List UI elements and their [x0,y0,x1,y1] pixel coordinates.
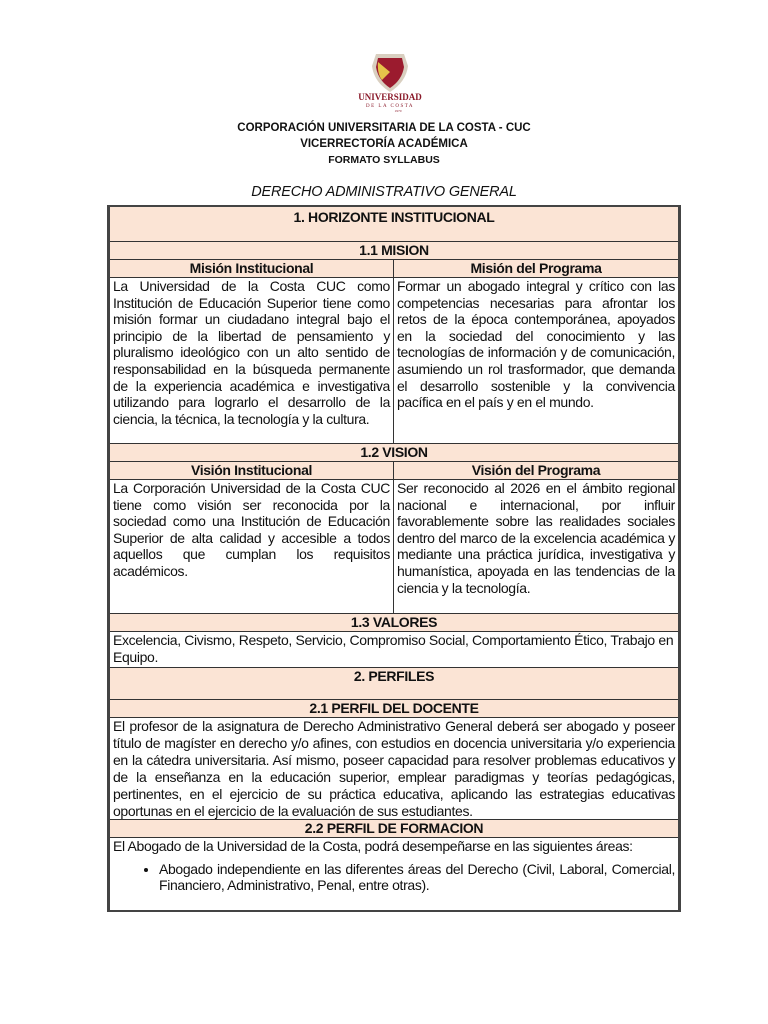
formacion-section [110,838,678,910]
valores-title: 1.3 VALORES [110,614,678,632]
vision-title: 1.2 VISION [110,444,678,462]
course-title: DERECHO ADMINISTRATIVO GENERAL [251,184,517,200]
vision-institucional-text: La Corporación Universidad de la Costa CUC tiene como visión ser reconocida por la sociedad como una Institución de Educación Superior de alta calidad y accesible a todos aquellos que cumplan los requisitos académicos. [110,480,394,613]
mision-programa-text: Formar un abogado integral y crítico con las competencias necesarias para afrontar los retos de la época contemporánea, apoyados en la sociedad del conocimiento y las tecnologías de información y de comunicación, asumiendo un rol trasformador, que demanda el desarrollo sostenible y la convivencia pacífica en el país y en el mundo. [397,278,675,411]
vision-texts [110,480,678,614]
institution-name: CORPORACIÓN UNIVERSITARIA DE LA COSTA - CUC [237,122,531,134]
mision-programa-header: Misión del Programa [470,260,602,276]
mision-texts [110,278,678,444]
vision-headers [110,462,678,480]
mision-institucional-text: La Universidad de la Costa CUC como Institución de Educación Superior tiene como misión formar un ciudadano integral bajo el principio de la libertad de pensamiento y pluralismo ideológico con un alto sentido de responsabilidad en la búsqueda permanente de la experiencia académica e investigativa utilizando para lograrlo el desarrollo de la ciencia, la técnica, la tecnología y la cultura. [110,278,394,443]
syllabus-table [107,205,681,912]
formacion-intro: El Abogado de la Universidad de la Costa, podrá desempeñarse en las siguientes áreas: [113,838,633,854]
mision-headers [110,260,678,278]
valores-text: Excelencia, Civismo, Respeto, Servicio, Compromiso Social, Comportamiento Ético, Trabajo en Equipo. [110,632,678,668]
svg-text:1970: 1970 [394,109,402,112]
formacion-list [113,861,675,894]
formacion-title: 2.2 PERFIL DE FORMACION [110,820,678,838]
university-logo [352,52,428,112]
vision-programa-header: Visión del Programa [471,462,601,478]
svg-text:DE LA COSTA: DE LA COSTA [365,104,415,109]
vicerrectoria: VICERRECTORÍA ACADÉMICA [300,138,468,150]
docente-text: El profesor de la asignatura de Derecho Administrativo General deberá ser abogado y poseer título de magíster en derecho y/o afines, con estudios en docencia universitaria y/o experiencia en la cátedra universitaria. Así mismo, poseer capacidad para resolver problemas educativos y de la enseñanza en la educación superior, emplear paradigmas y teorías pedagógicas, pertinentes, en el ejercicio de su práctica educativa, aplicando las estrategias educativas oportunas en el ejercicio de la evaluación de sus estudiantes. [110,718,678,820]
format-label: FORMATO SYLLABUS [328,154,440,166]
mision-institucional-header: Misión Institucional [110,260,394,277]
list-item: • Abogado independiente en las diferentes áreas del Derecho (Civil, Laboral, Comercial, Financiero, Administrativo, Penal, entre otras). [159,861,675,894]
vision-programa-text: Ser reconocido al 2026 en el ámbito regional nacional e internacional, por influir favorablemente sobre las realidades sociales dentro del marco de la excelencia académica y mediante una práctica jurídica, investigativa y humanística, apoyada en las tendencias de la ciencia y la tecnología. [397,480,675,596]
vision-institucional-header: Visión Institucional [110,462,394,479]
section-horizonte: 1. HORIZONTE INSTITUCIONAL [110,207,678,242]
svg-text:UNIVERSIDAD: UNIVERSIDAD [358,92,422,102]
docente-title: 2.1 PERFIL DEL DOCENTE [110,700,678,718]
mision-title: 1.1 MISION [110,242,678,260]
section-perfiles: 2. PERFILES [110,668,678,700]
